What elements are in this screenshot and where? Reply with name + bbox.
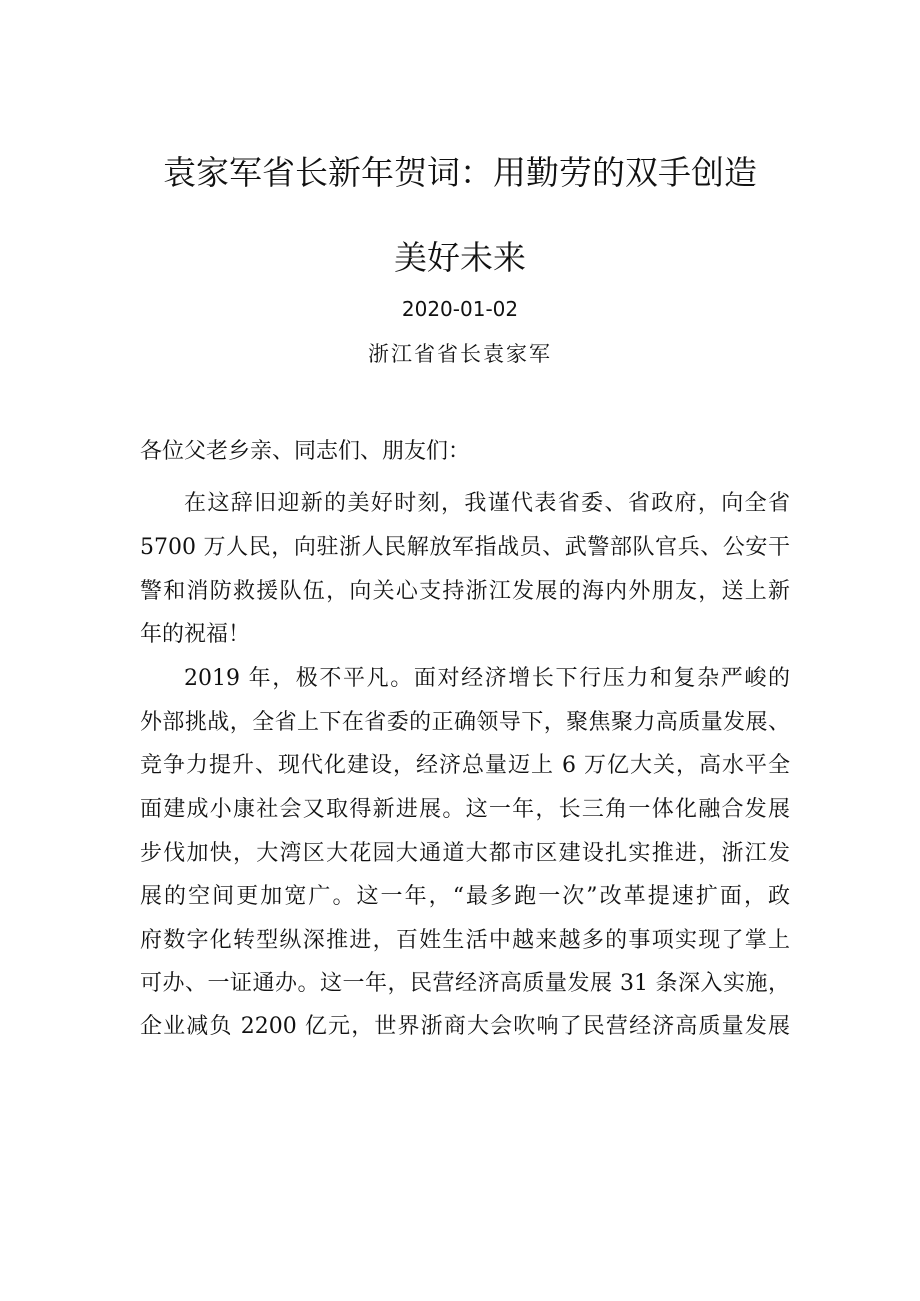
body-line: 企业减负 2200 亿元，世界浙商大会吹响了民营经济高质量发展: [140, 1014, 790, 1039]
body-line: 外部挑战，全省上下在省委的正确领导下，聚焦聚力高质量发展、: [140, 710, 790, 735]
body-line: 府数字化转型纵深推进，百姓生活中越来越多的事项实现了掌上: [140, 928, 790, 953]
document-title-line-2: 美好未来: [394, 238, 526, 277]
publish-date: 2020-01-02: [401, 297, 519, 321]
salutation: 各位父老乡亲、同志们、朋友们：: [140, 439, 471, 464]
document-title-line-1: 袁家军省长新年贺词：用勤劳的双手创造: [163, 153, 757, 192]
author-line: 浙江省省长袁家军: [368, 342, 552, 366]
body-line: 在这辞旧迎新的美好时刻，我谨代表省委、省政府，向全省: [184, 491, 790, 516]
body-line: 可办、一证通办。这一年，民营经济高质量发展 31 条深入实施，: [140, 971, 790, 996]
body-line: 面建成小康社会又取得新进展。这一年，长三角一体化融合发展: [140, 797, 790, 822]
body-line: 警和消防救援队伍，向关心支持浙江发展的海内外朋友，送上新: [140, 579, 790, 604]
body-line: 步伐加快，大湾区大花园大通道大都市区建设扎实推进，浙江发: [140, 841, 790, 866]
body-line: 展的空间更加宽广。这一年，“最多跑一次”改革提速扩面，政: [140, 884, 790, 909]
body-line: 5700 万人民，向驻浙人民解放军指战员、武警部队官兵、公安干: [140, 535, 790, 560]
body-line: 2019 年，极不平凡。面对经济增长下行压力和复杂严峻的: [184, 666, 790, 691]
body-line: 竞争力提升、现代化建设，经济总量迈上 6 万亿大关，高水平全: [140, 753, 790, 778]
body-line: 年的祝福！: [140, 622, 251, 647]
